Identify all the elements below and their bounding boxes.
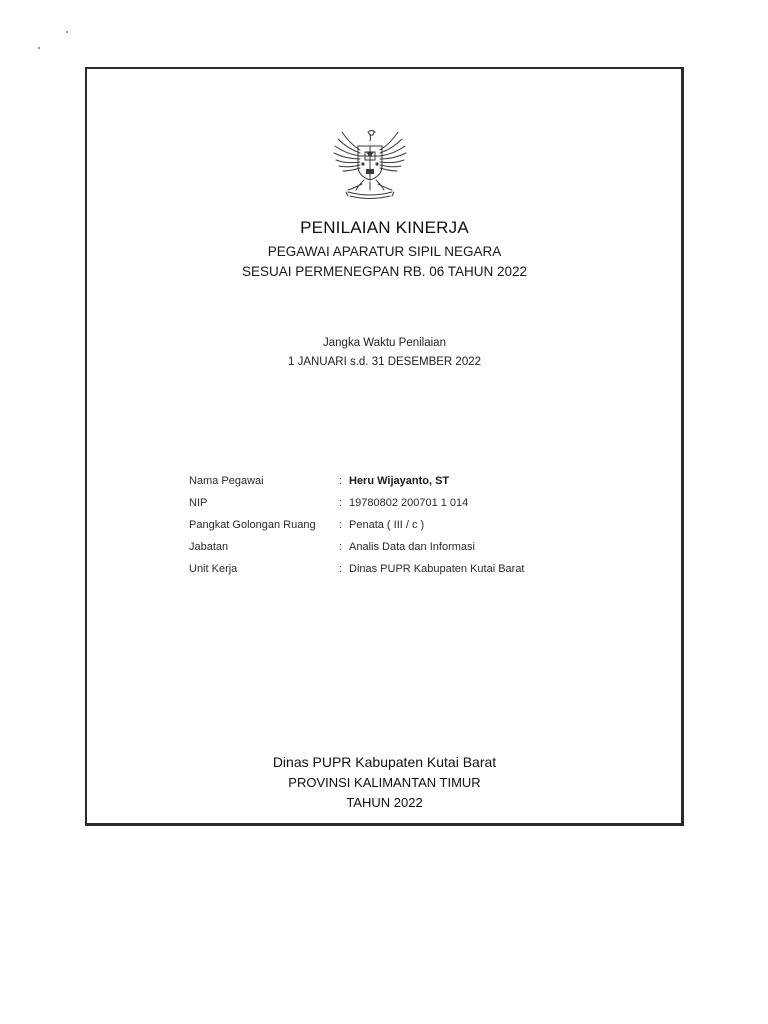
employee-rank-value: Penata ( III / c ) (349, 519, 425, 531)
footer-agency: Dinas PUPR Kabupaten Kutai Barat (272, 754, 497, 770)
info-row-unit (189, 558, 609, 580)
info-colon: : (339, 541, 343, 553)
info-label: Jabatan (189, 541, 229, 553)
employee-unit-value: Dinas PUPR Kabupaten Kutai Barat (349, 563, 525, 575)
garuda-emblem-icon (326, 128, 414, 202)
info-row-rank (189, 514, 609, 536)
assessment-period-label: Jangka Waktu Penilaian (323, 337, 446, 349)
assessment-period-value: 1 JANUARI s.d. 31 DESEMBER 2022 (287, 356, 482, 368)
info-label: Pangkat Golongan Ruang (189, 519, 316, 531)
scan-speck (38, 47, 40, 49)
info-colon: : (339, 563, 343, 575)
info-row-position (189, 536, 609, 558)
employee-info-table (189, 470, 609, 580)
footer-province: PROVINSI KALIMANTAN TIMUR (288, 775, 481, 790)
info-label: NIP (189, 497, 208, 509)
info-colon: : (339, 475, 343, 487)
document-subtitle-1: PEGAWAI APARATUR SIPIL NEGARA (267, 244, 502, 259)
info-label: Nama Pegawai (189, 475, 264, 487)
document-title: PENILAIAN KINERJA (300, 218, 469, 237)
employee-nip-value: 19780802 200701 1 014 (349, 497, 469, 509)
employee-position-value: Analis Data dan Informasi (349, 541, 475, 553)
document-subtitle-2: SESUAI PERMENEGPAN RB. 06 TAHUN 2022 (241, 264, 528, 279)
footer-year: TAHUN 2022 (346, 795, 423, 810)
info-colon: : (339, 519, 343, 531)
info-row-nip (189, 492, 609, 514)
info-colon: : (339, 497, 343, 509)
employee-name-value: Heru Wijayanto, ST (349, 475, 450, 487)
info-row-name (189, 470, 609, 492)
info-label: Unit Kerja (189, 563, 238, 575)
scan-speck (66, 31, 68, 33)
